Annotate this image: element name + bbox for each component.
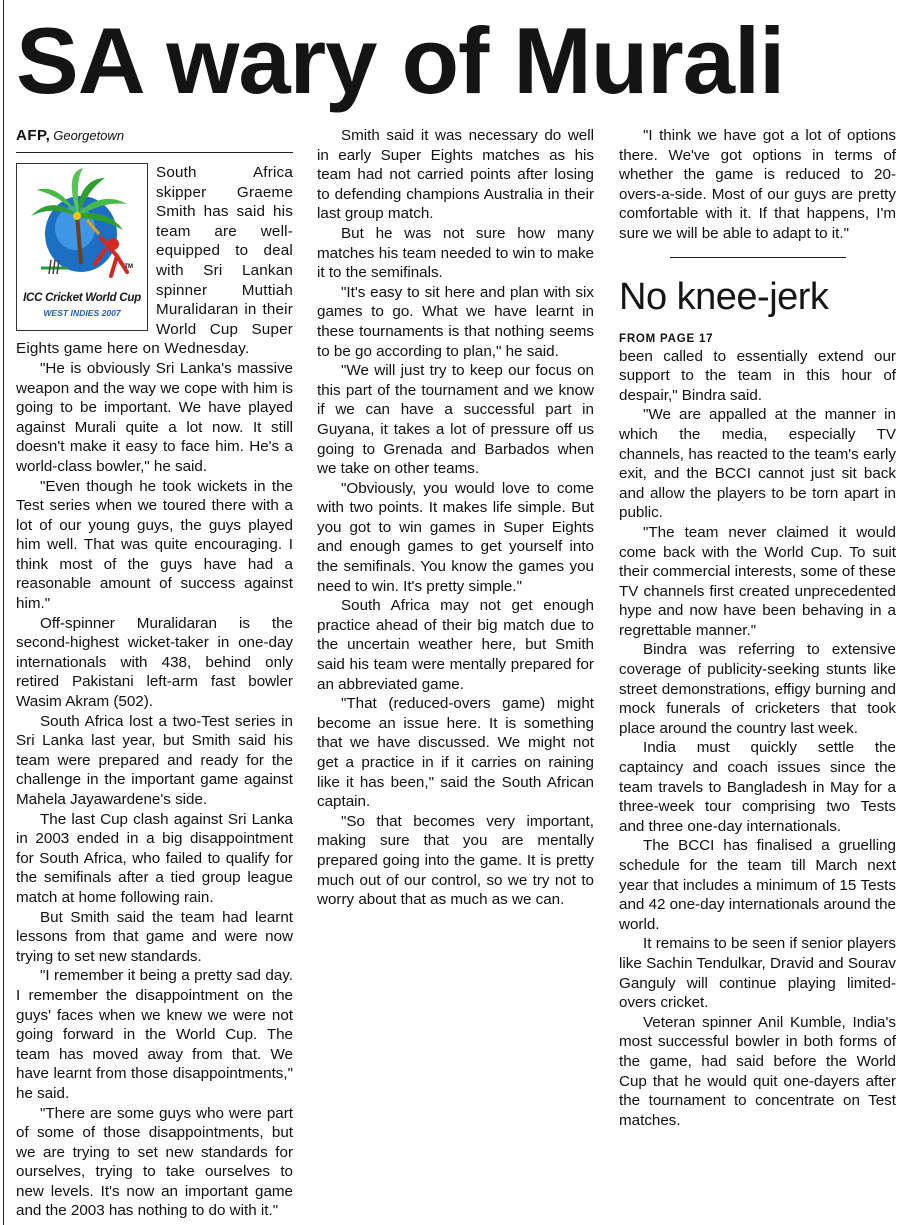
article-divider xyxy=(670,257,846,258)
logo-subtitle: WEST INDIES 2007 xyxy=(43,308,121,318)
article-column-1 xyxy=(16,126,293,1221)
article-paragraph: Bindra was referring to extensive coverage of publicity-seeking stunts like street demonstrations, effigy burning and mock funerals of cricketers that took place around the country last week. xyxy=(619,641,896,737)
secondary-headline: No knee-jerk xyxy=(619,275,829,318)
article-paragraph: "So that becomes very important, making sure that you are mentally prepared going into the game. It is pretty much out of our control, so we try not to worry about that as much as we can. xyxy=(317,812,594,909)
article-paragraph: been called to essentially extend our support to the team in this hour of despair," Bindra said. xyxy=(619,347,896,404)
article-paragraph: "He is obviously Sri Lanka's massive weapon and the way we cope with him is going to be important. We have played against Murali quite a lot now. It still doesn't make it easy to face him. He's a world-class bowler," he said. xyxy=(16,359,293,475)
article-paragraph: The BCCI has finalised a gruelling schedule for the team till March next year that includes a minimum of 15 Tests and 42 one-day internationals around the world. xyxy=(619,837,896,933)
article-paragraph: But he was not sure how many matches his team needed to win to make it to the semifinals. xyxy=(317,224,594,282)
article-paragraph: South Africa lost a two-Test series in Sri Lanka last year, but Smith said his team were prepared and ready for the challenge in the important game against Mahela Jayawardene's side. xyxy=(16,712,293,808)
article-paragraph: "I think we have got a lot of options there. We've got options in terms of whether the game is reduced to 20-overs-a-side. Most of our guys are pretty comfortable with it. If that happens, I'm sure we will be able to adapt to it." xyxy=(619,127,896,242)
article-paragraph: It remains to be seen if senior players like Sachin Tendulkar, Dravid and Sourav Ganguly will continue playing limited-overs cricket. xyxy=(619,935,896,1012)
logo-trademark: TM xyxy=(124,264,133,270)
article-paragraph: "The team never claimed it would come back with the World Cup. To suit their commercial interests, some of these TV channels first created unprecedented hype and now have been behaving in a regrettable manner." xyxy=(619,523,896,639)
article-paragraph: "It's easy to sit here and plan with six games to go. What we have learnt in these tournaments is that nothing seems to be go according to plan," he said. xyxy=(317,283,594,360)
from-page-label: FROM PAGE 17 xyxy=(619,332,714,345)
logo-title: ICC Cricket World Cup xyxy=(23,291,141,304)
article-paragraph: But Smith said the team had learnt lessons from that game and were now trying to set new standards. xyxy=(16,908,293,965)
article-paragraph: The last Cup clash against Sri Lanka in 2003 ended in a big disappointment for South Africa, who failed to qualify for the semifinals after a tied group league match at home following rain. xyxy=(16,810,293,906)
article-column-2 xyxy=(317,126,594,910)
byline-location: Georgetown xyxy=(53,128,125,143)
article-column-3 xyxy=(619,126,896,1130)
article-paragraph: "Obviously, you would love to come with two points. It makes life simple. But you got to win games in Super Eights and enough games to get yourself into the semifinals. You know the games you need to win. It's pretty simple." xyxy=(317,479,594,595)
article-paragraph: "That (reduced-overs game) might become an issue here. It is something that we have discussed. We might not get a practice in if it carries on raining like it has been," said the South African captain. xyxy=(317,695,594,811)
left-column-rule xyxy=(3,0,4,1225)
article-paragraph: South Africa skipper Graeme Smith has said his team are well-equipped to deal with Sri Lankan spinner Muttiah Muralidaran in their World Cup Super Eights game here on Wednesday. xyxy=(16,164,293,358)
world-cup-logo xyxy=(16,163,148,331)
article-paragraph: Off-spinner Muralidaran is the second-highest wicket-taker in one-day internationals with 438, behind only retired Pakistani left-arm fast bowler Wasim Akram (502). xyxy=(16,614,293,711)
article-paragraph: South Africa may not get enough practice ahead of their big match due to the uncertain weather here, but Smith said his team were mentally prepared for an abbreviated game. xyxy=(317,597,594,693)
article-paragraph: India must quickly settle the captaincy and coach issues since the team travels to Bangladesh in May for a three-week tour comprising two Tests and three one-day internationals. xyxy=(619,739,896,835)
byline-rule xyxy=(16,152,293,153)
article-paragraph: "I remember it being a pretty sad day. I remember the disappointment on the guys' faces when we knew we were not going forward in the World Cup. The team has moved away from that. We have learnt from those disappointments," he said. xyxy=(16,967,293,1102)
byline-agency: AFP, xyxy=(16,127,51,144)
byline xyxy=(16,126,293,146)
article-paragraph: "We are appalled at the manner in which the media, especially TV channels, has reacted to the team's early exit, and the BCCI cannot just sit back and allow the players to be torn apart in public. xyxy=(619,406,896,522)
article-paragraph: "We will just try to keep our focus on this part of the tournament and we know if we can have a successful part in Guyana, it takes a lot of pressure off us going to Grenada and Barbados when we take on other teams. xyxy=(317,362,594,478)
article-paragraph: Veteran spinner Anil Kumble, India's most successful bowler in both forms of the game, had said before the World Cup that he would quit one-dayers after the tournament to concentrate on Test matches. xyxy=(619,1013,896,1129)
article-paragraph: Smith said it was necessary do well in early Super Eights matches as his team had not carried points after losing to defending champions Australia in their last group match. xyxy=(317,127,594,223)
headline: SA wary of Murali xyxy=(16,8,785,113)
palm-tree-icon xyxy=(17,164,147,292)
article-paragraph: "Even though he took wickets in the Test series when we toured there with a lot of our young guys, the guys played him well. That was quite encouraging. I think most of the guys have had a reasonable amount of success against him." xyxy=(16,477,293,613)
article-paragraph: "There are some guys who were part of some of those disappointments, but we are trying to set new standards for ourselves, trying to take ourselves to new levels. It's now an important game and the 2003 has nothing to do with it." xyxy=(16,1104,293,1220)
